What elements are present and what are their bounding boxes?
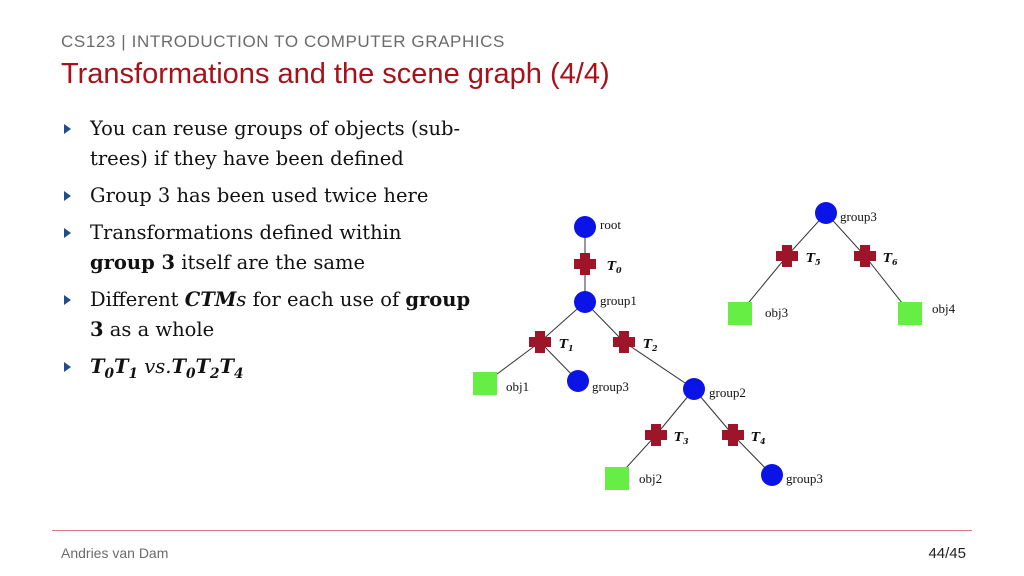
bullet-text: Transformations defined within: [90, 221, 402, 244]
footer-author: Andries van Dam: [61, 545, 169, 561]
ctm-math: CTM: [184, 288, 237, 311]
bullet-text: Group 3 has been used twice here: [90, 184, 429, 207]
edge-t2-group2: [624, 342, 694, 389]
label-obj3: obj3: [765, 305, 789, 320]
transform-t3-node: [645, 424, 667, 446]
label-group2: group2: [709, 385, 746, 400]
label-t6: $T_6$: [883, 251, 898, 267]
label-t3: $T_3$: [674, 430, 689, 446]
label-group3-definition: group3: [840, 209, 877, 224]
transform-t5-node: [776, 245, 798, 267]
bullet-bold-text: 3: [90, 318, 104, 341]
slide-title: Transformations and the scene graph (4/4): [61, 58, 610, 90]
bullet-text: as a whole: [109, 318, 215, 341]
label-group1: group1: [600, 293, 637, 308]
bullet-text: for each use of: [252, 288, 400, 311]
label-group3-a: group3: [592, 379, 629, 394]
footer-divider: [52, 530, 972, 531]
label-root: root: [600, 217, 621, 232]
bullet-bold-text: group 3: [90, 251, 176, 274]
obj4-node: [898, 302, 922, 325]
page-number: 44/45: [928, 545, 966, 562]
label-group3-b: group3: [786, 471, 823, 486]
label-obj1: obj1: [506, 379, 530, 394]
obj3-node: [728, 302, 752, 325]
group2-node: [683, 378, 705, 400]
group1-node: [574, 291, 596, 313]
obj2-node: [605, 467, 629, 490]
bullet-text: You can reuse groups of objects (sub-trees) if they have been defined: [90, 117, 461, 170]
transform-nodes: [529, 245, 876, 446]
label-t1: $T_1$: [559, 337, 574, 353]
bullet-text: itself are the same: [181, 251, 366, 274]
group3-definition-node: [815, 202, 837, 224]
label-t0: $T_0$: [607, 259, 622, 275]
group3-instance-b-node: [761, 464, 783, 486]
label-obj2: obj2: [639, 471, 663, 486]
transform-t0-node: [574, 253, 596, 275]
ctm-plural: s: [236, 288, 247, 311]
math-expression-right: $T_0T_2T_4$: [171, 355, 244, 382]
bullet-text: Different: [90, 288, 179, 311]
math-vs: vs.: [144, 355, 172, 378]
group3-instance-a-node: [567, 370, 589, 392]
obj1-node: [473, 372, 497, 395]
label-t4: $T_4$: [751, 430, 766, 446]
math-expression-left: $T_0T_1$: [90, 355, 139, 382]
bullet-bold-text: group: [405, 288, 471, 311]
label-t5: $T_5$: [806, 251, 821, 267]
label-t2: $T_2$: [643, 337, 658, 353]
root-node: [574, 216, 596, 238]
label-obj4: obj4: [932, 301, 956, 316]
course-header: CS123 | INTRODUCTION TO COMPUTER GRAPHICS: [61, 32, 505, 51]
group-nodes: [567, 202, 837, 486]
transform-t6-node: [854, 245, 876, 267]
